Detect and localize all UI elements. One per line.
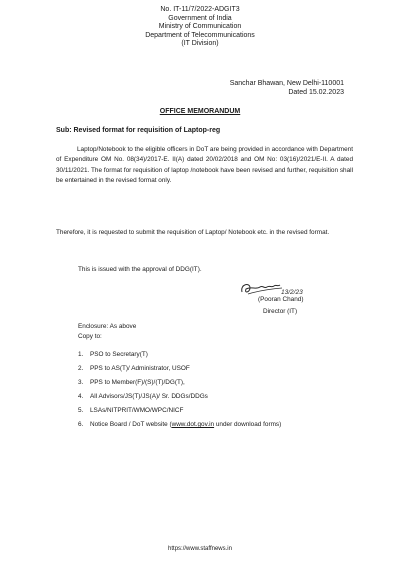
list-item [78,362,281,376]
place-and-date [230,80,344,97]
enclosure-note: Enclosure: As above [78,323,137,330]
date-line: Dated 15.02.2023 [288,88,344,96]
letterhead [100,6,300,49]
list-number: 5. [78,407,84,414]
ministry-line: Ministry of Communication [158,23,242,31]
body-paragraph-1: Laptop/Notebook to the eligible officers in DoT are being provided in accordance with Department of Expenditure OM No. 08(34)/2017-E. II(A) dated 20/02/2018 and OM No: 03(16)/2021/E-II. A dated 30/11/2021. The format for requisition of laptop /notebook have been revised and further, requisition shall be entertained in the revised format only. [56,146,353,185]
address-line: Sanchar Bhawan, New Delhi-110001 [229,80,344,87]
list-text: PPS to AS(T)/ Administrator, USOF [90,365,190,372]
list-text-after-link: under download forms) [214,421,282,428]
memo-title: OFFICE MEMORANDUM [159,108,241,115]
list-item [78,418,281,432]
copy-to-label: Copy to: [78,333,102,340]
list-item [78,376,281,390]
list-number: 2. [78,365,84,372]
body-paragraph-2: Therefore, it is requested to submit the requisition of Laptop/ Notebook etc. in the revised format. [56,229,330,236]
list-text-before-link: Notice Board / DoT website ( [90,421,172,428]
list-text: PPS to Member(F)/(S)/(T)/DG(T), [90,379,185,386]
list-item [78,404,281,418]
list-number: 3. [78,379,84,386]
department-line: Department of Telecommunications [145,31,255,39]
signature-date-scrawl: 13/2/23 [281,289,303,296]
list-number: 1. [78,351,84,358]
approval-note: This is issued with the approval of DDG(IT). [78,266,202,273]
footer-url[interactable]: https://www.staffnews.in [168,546,232,552]
list-item [78,390,281,404]
dot-website-link[interactable]: www.dot.gov.in [171,421,215,428]
list-text: PSO to Secretary(T) [90,351,148,358]
list-text: All Advisors/JS(T)/JS(A)/ Sr. DDGs/DDGs [90,393,208,400]
list-number: 4. [78,393,84,400]
list-text: LSAs/NITPRIT/WMO/WPC/NICF [90,407,184,414]
subject-line: Sub: Revised format for requisition of Laptop-reg [56,127,221,134]
list-item [78,348,281,362]
division-line: (IT Division) [181,40,219,48]
government-line: Government of India [168,14,232,22]
copy-to-list [78,348,281,432]
file-number: No. IT-11/7/2022-ADGIT3 [160,6,240,13]
signatory-designation: Director (IT) [263,308,298,315]
signatory-name: (Pooran Chand) [258,296,304,303]
list-number: 6. [78,421,84,428]
